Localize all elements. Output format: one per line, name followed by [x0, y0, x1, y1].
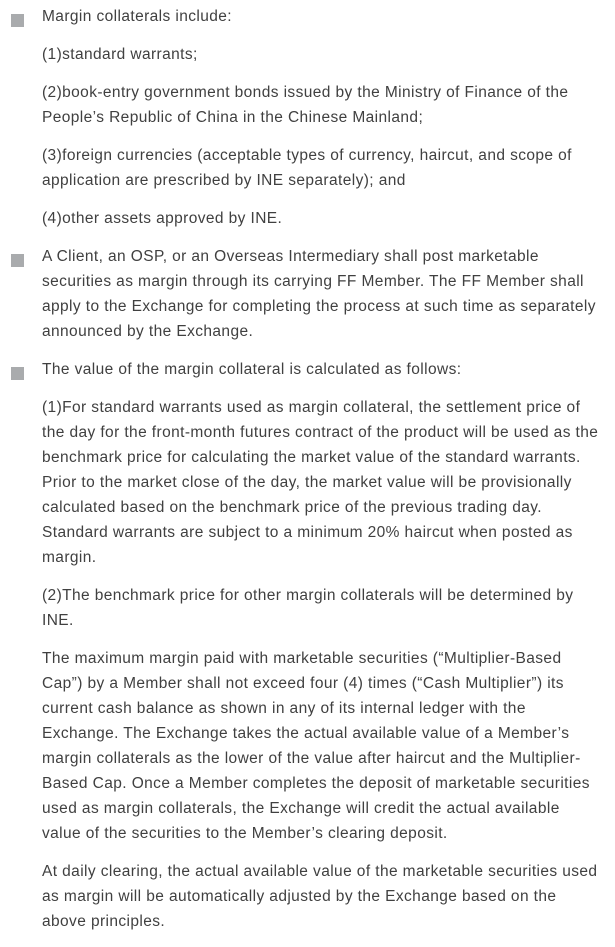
bullet-square-icon: [11, 254, 24, 267]
item-content: [42, 4, 602, 244]
paragraph-text: The value of the margin collateral is calculated as follows:: [42, 361, 462, 378]
bullet-square-icon: [11, 14, 24, 27]
list-item: [11, 357, 601, 947]
bullet-column: [11, 4, 42, 27]
bullet-square-icon: [11, 367, 24, 380]
list-item: [11, 244, 601, 357]
paragraph-text: Margin collaterals include:: [42, 8, 232, 25]
bullet-column: [11, 244, 42, 267]
bullet-list: [11, 4, 601, 947]
paragraph-text: (1)For standard warrants used as margin collateral, the settlement price of the day for the front-month futures contract of the product will be used as the benchmark price for calculating the market value of the standard warrants. Prior to the market close of the day, the market value will be provisionally calculated based on the benchmark price of the previous trading day. Standard warrants are subject to a minimum 20% haircut when posted as margin.: [42, 399, 599, 566]
paragraph-text: (2)The benchmark price for other margin collaterals will be determined by INE.: [42, 587, 574, 629]
list-item: [11, 4, 601, 244]
paragraph-text: (4)other assets approved by INE.: [42, 210, 283, 227]
paragraph-text: (3)foreign currencies (acceptable types of currency, haircut, and scope of application are prescribed by INE separately); and: [42, 147, 572, 189]
paragraph-text: A Client, an OSP, or an Overseas Intermediary shall post marketable securities as margin through its carrying FF Member. The FF Member shall apply to the Exchange for completing the process at such time as separately announced by the Exchange.: [42, 248, 596, 340]
bullet-column: [11, 357, 42, 380]
item-content: [42, 357, 602, 947]
paragraph-text: The maximum margin paid with marketable securities (“Multiplier-Based Cap”) by a Member shall not exceed four (4) times (“Cash Multiplier”) its current cash balance as shown in any of its internal ledger with the Exchange. The Exchange takes the actual available value of a Member’s margin collaterals as the lower of the value after haircut and the Multiplier-Based Cap. Once a Member completes the deposit of marketable securities used as margin collaterals, the Exchange will credit the actual available value of the securities to the Member’s clearing deposit.: [42, 650, 590, 842]
paragraph-text: At daily clearing, the actual available value of the marketable securities used as margin will be automatically adjusted by the Exchange based on the above principles.: [42, 863, 598, 930]
paragraph-text: (1)standard warrants;: [42, 46, 198, 63]
item-content: [42, 244, 602, 357]
paragraph-text: (2)book-entry government bonds issued by the Ministry of Finance of the People’s Republic of China in the Chinese Mainland;: [42, 84, 569, 126]
